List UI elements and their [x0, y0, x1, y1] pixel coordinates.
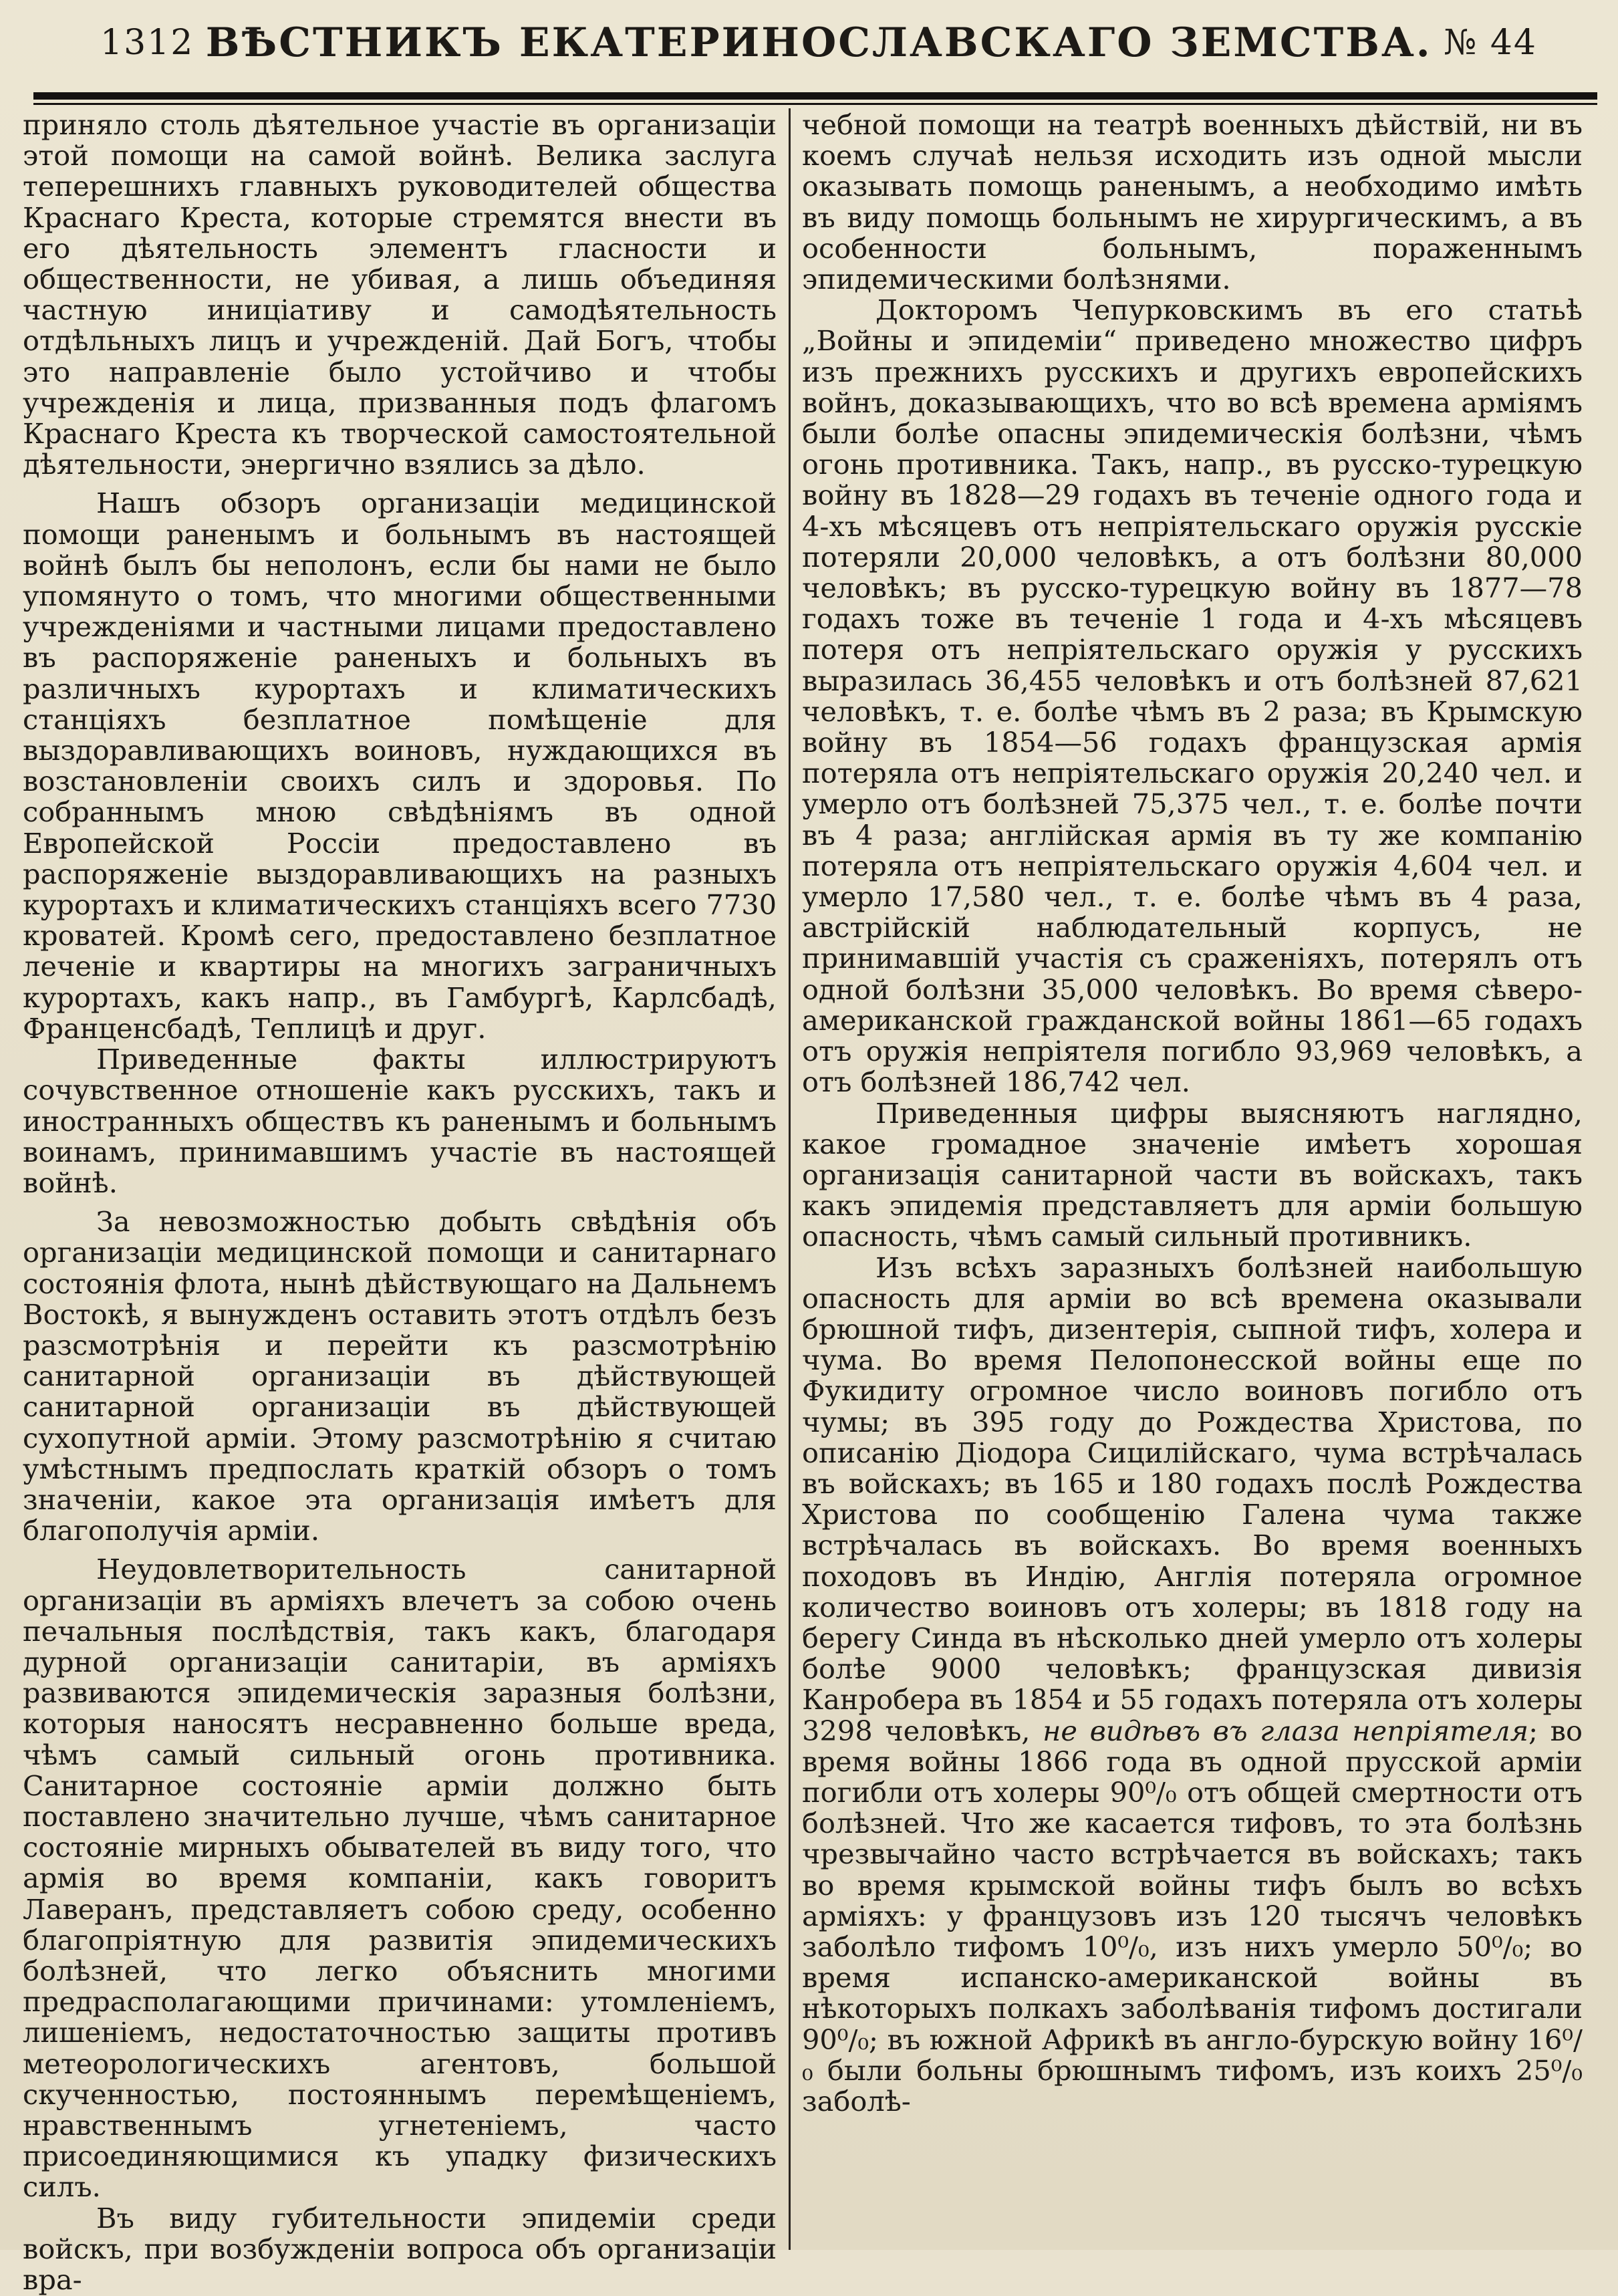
header-rule-thin: [33, 103, 1597, 105]
left-column: [23, 110, 777, 2295]
italic-phrase: не видѣвъ въ глаза непріятеля: [1043, 1714, 1529, 1747]
paragraph: чебной помощи на театрѣ военныхъ дѣйствій, ни въ коемъ случаѣ нельзя исходить изъ одной мысли оказывать помощь раненымъ, а необходимо имѣть въ виду помощь больнымъ не хирургическимъ, а въ особенности больнымъ, пораженнымъ эпидемическими болѣзнями.: [802, 108, 1583, 296]
header-rule-thick: [33, 92, 1597, 100]
paragraph: Въ виду губительности эпидеміи среди войскъ, при возбужденіи вопроса объ организаціи вра-: [23, 2201, 777, 2296]
issue-number: № 44: [1444, 23, 1537, 63]
paragraph: Приведенныя цифры выясняютъ наглядно, какое громадное значеніе имѣетъ хорошая организація санитарной части въ войскахъ, такъ какъ эпидемія представляетъ для арміи большую опасность, чѣмъ самый сильный противникъ.: [802, 1096, 1583, 1253]
paragraph-text: Изъ всѣхъ заразныхъ болѣзней наибольшую опасность для арміи во всѣ времена оказывали брюшной тифъ, дизентерія, сыпной тифъ, холера и чума. Во время Пелопонесской войны еще по Фукидиту огромное число воиновъ погибло отъ чумы; въ 395 году до Рождества Христова, по описанію Діодора Сицилійскаго, чума встрѣчалась въ войскахъ; въ 165 и 180 годахъ послѣ Рождества Христова по сообщенію Галена чума также встрѣчалась въ войскахъ. Во время военныхъ походовъ въ Индію, Англія потеряла огромное количество воиновъ отъ холеры; въ 1818 году на берегу Синда въ нѣсколько дней умерло отъ холеры болѣе 9000 человѣкъ; французская дивизія Канробера въ 1854 и 55 годахъ потеряла отъ холеры 3298 человѣкъ,: [802, 1251, 1583, 1747]
paragraph: За невозможностью добыть свѣдѣнія объ организаціи медицинской помощи и санитарнаго состоянія флота, нынѣ дѣйствующаго на Дальнемъ Востокѣ, я вынужденъ оставить этотъ отдѣлъ безъ разсмотрѣнія и перейти къ разсмотрѣнію санитарной организаціи въ дѣйствующей санитарной организаціи въ дѣйствующей сухопутной арміи. Этому разсмотрѣнію я считаю умѣстнымъ предпослать краткій обзоръ о томъ значеніи, какое эта организація имѣетъ для благополучія арміи.: [23, 1205, 777, 1547]
column-divider: [789, 108, 791, 2250]
page-number: 1312: [100, 23, 194, 63]
paragraph-text: ; во время войны 1866 года въ одной прусской арміи погибли отъ холеры 90⁰/₀ отъ общей смертности отъ болѣзней. Что же касается тифовъ, то эта болѣзнь чрезвычайно часто встрѣчается въ войскахъ; такъ во время крымской войны тифъ былъ во всѣхъ арміяхъ: у французовъ изъ 120 тысячъ человѣкъ заболѣло тифомъ 10⁰/₀, изъ нихъ умерло 50⁰/₀; во время испанско-американской войны въ нѣкоторыхъ полкахъ заболѣванія тифомъ достигали 90⁰/₀; въ южной Африкѣ въ англо-бурскую войну 16⁰/₀ были больны брюшнымъ тифомъ, изъ коихъ 25⁰/₀ заболѣ-: [802, 1714, 1583, 2118]
paragraph: Неудовлетворительность санитарной организаціи въ арміяхъ влечетъ за собою очень печальныя послѣдствія, такъ какъ, благодаря дурной организаціи санитаріи, въ арміяхъ развиваются эпидемическія заразныя болѣзни, которыя наносятъ несравненно больше вреда, чѣмъ самый сильный огонь противника. Санитарное состояніе арміи должно быть поставлено значительно лучше, чѣмъ санитарное состояніе мирныхъ обывателей въ виду того, что армія во время компаніи, какъ говоритъ Лаверанъ, представляетъ собою среду, особенно благопріятную для развитія эпидемическихъ болѣзней, что легко объяснить многими предрасполагающими причинами: утомленіемъ, лишеніемъ, недостаточностью защиты противъ метеорологическихъ агентовъ, большой скученностью, постояннымъ перемѣщеніемъ, нравственнымъ угнетеніемъ, часто присоединяющимися къ упадку физическихъ силъ.: [23, 1553, 777, 2204]
right-column: [802, 110, 1583, 2117]
paragraph: Докторомъ Чепурковскимъ въ его статьѣ „Войны и эпидеміи“ приведено множество цифръ изъ прежнихъ русскихъ и другихъ европейскихъ войнъ, доказывающихъ, что во всѣ времена арміямъ были болѣе опасны эпидемическія болѣзни, чѣмъ огонь противника. Такъ, напр., въ русско-турецкую войну въ 1828—29 годахъ въ теченіе одного года и 4-хъ мѣсяцевъ отъ непріятельскаго оружія русскіе потеряли 20,000 человѣкъ, а отъ болѣзни 80,000 человѣкъ; въ русско-турецкую войну въ 1877—78 годахъ тоже въ теченіе 1 года и 4-хъ мѣсяцевъ потеря отъ непріятельскаго оружія у русскихъ выразилась 36,455 человѣкъ и отъ болѣзней 87,621 человѣкъ, т. е. болѣе чѣмъ въ 2 раза; въ Крымскую войну въ 1854—56 годахъ французская армія потеряла отъ непріятельскаго оружія 20,240 чел. и умерло отъ болѣзней 75,375 чел., т. е. болѣе почти въ 4 раза; англійская армія въ ту же компанію потеряла отъ непріятельскаго оружія 4,604 чел. и умерло 17,580 чел., т. е. болѣе чѣмъ въ 4 раза, австрійскій наблюдательный корпусъ, не принимавшій участія съ сраженіяхъ, потерялъ отъ одной болѣзни 35,000 человѣкъ. Во время сѣверо-американской гражданской войны 1861—65 годахъ отъ оружія непріятеля погибло 93,969 человѣкъ, а отъ болѣзней 186,742 чел.: [802, 293, 1583, 1099]
paragraph: Нашъ обзоръ организаціи медицинской помощи раненымъ и больнымъ въ настоящей войнѣ былъ бы неполонъ, если бы нами не было упомянуто о томъ, что многими общественными учрежденіями и частными лицами предоставлено въ распоряженіе раненыхъ и больныхъ въ различныхъ курортахъ и климатическихъ станціяхъ безплатное помѣщеніе для выздоравливающихъ воиновъ, нуждающихся въ возстановленіи своихъ силъ и здоровья. По собраннымъ мною свѣдѣніямъ въ одной Европейской Россіи предоставлено въ распоряженіе выздоравливающихъ на разныхъ курортахъ и климатическихъ станціяхъ всего 7730 кроватей. Кромѣ сего, предоставлено безплатное леченіе и квартиры на многихъ заграничныхъ курортахъ, какъ напр., въ Гамбургѣ, Карлсбадѣ, Франценсбадѣ, Теплицѣ и друг.: [23, 487, 777, 1045]
journal-title: ВѢСТНИКЪ ЕКАТЕРИНОСЛАВСКАГО ЗЕМСТВА.: [205, 19, 1432, 66]
paragraph: [802, 1253, 1583, 2118]
paragraph: приняло столь дѣятельное участіе въ организаціи этой помощи на самой войнѣ. Велика заслуга теперешнихъ главныхъ руководителей общества Краснаго Креста, которые стремятся внести въ его дѣятельность элементъ гласности и общественности, не убивая, а лишь объединяя частную иниціативу и самодѣятельность отдѣльныхъ лицъ и учрежденій. Дай Богъ, чтобы это направленіе было устойчиво и чтобы учрежденія и лица, призванныя подъ флагомъ Краснаго Креста къ творческой самостоятельной дѣятельности, энергично взялись за дѣло.: [23, 108, 777, 481]
page-header: [100, 5, 1537, 80]
paragraph: Приведенные факты иллюстрируютъ сочувственное отношеніе какъ русскихъ, такъ и иностранныхъ обществъ къ раненымъ и больнымъ воинамъ, принимавшимъ участіе въ настоящей войнѣ.: [23, 1043, 777, 1199]
